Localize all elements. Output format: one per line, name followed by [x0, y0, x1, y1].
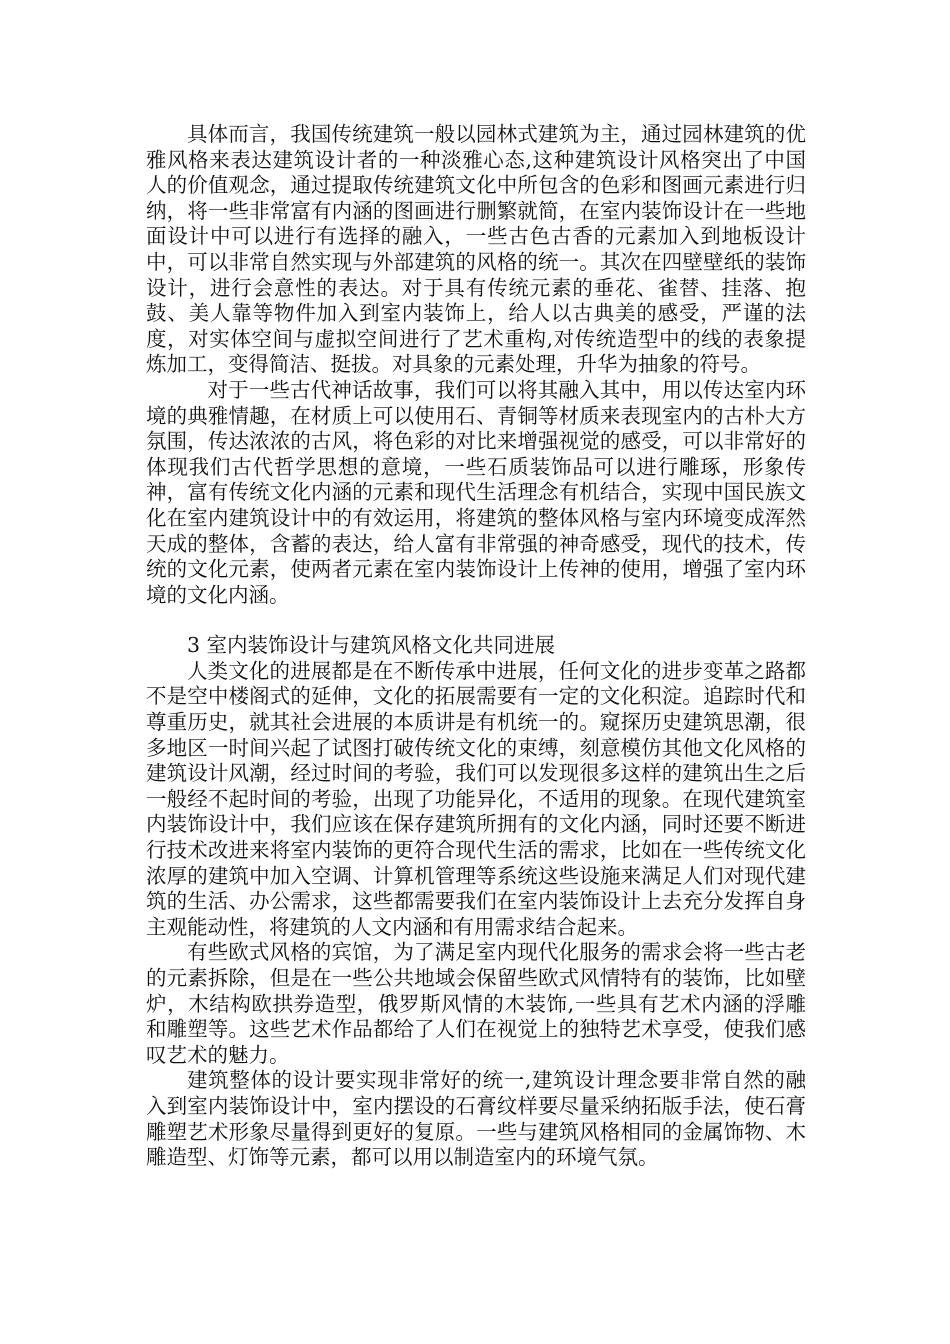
paragraph-european-hotels: 有些欧式风格的宾馆，为了满足室内现代化服务的需求会将一些古老的元素拆除，但是在一些公共地域会保留些欧式风情特有的装饰，比如壁炉，木结构欧拱券造型，俄罗斯风情的木装饰,一些具有艺术内涵的浮雕和雕塑等。这些艺术作品都给了人们在视觉上的独特艺术享受，使我们感叹艺术的魅力。 — [146, 940, 806, 1067]
section-heading-3: 3 室内装饰设计与建筑风格文化共同进展 — [187, 633, 556, 658]
paragraph-mythology-materials: 对于一些古代神话故事，我们可以将其融入其中，用以传达室内环境的典雅情趣，在材质上可以使用石、青铜等材质来表现室内的古朴大方氛围，传达浓浓的古风，将色彩的对比来增强视觉的感受，可以非常好的体现我们古代哲学思想的意境，一些石质装饰品可以进行雕琢，形象传神，富有传统文化内涵的元素和现代生活理念有机结合，实现中国民族文化在室内建筑设计中的有效运用，将建筑的整体风格与室内环境变成浑然天成的整体，含蓄的表达，给人富有非常强的神奇感受，现代的技术，传统的文化元素，使两者元素在室内装饰设计上传神的使用，增强了室内环境的文化内涵。 — [146, 377, 806, 607]
document-page — [146, 122, 806, 1171]
paragraph-cultural-progress: 人类文化的进展都是在不断传承中进展，任何文化的进步变革之路都不是空中楼阁式的延伸，文化的拓展需要有一定的文化积淀。追踪时代和尊重历史，就其社会进展的本质讲是有机统一的。窥探历史建筑思潮，很多地区一时间兴起了试图打破传统文化的束缚，刻意模仿其他文化风格的建筑设计风潮，经过时间的考验，我们可以发现很多这样的建筑出生之后一般经不起时间的考验，出现了功能异化，不适用的现象。在现代建筑室内装饰设计中，我们应该在保存建筑所拥有的文化内涵，同时还要不断进行技术改进来将室内装饰的更符合现代生活的需求，比如在一些传统文化浓厚的建筑中加入空调、计算机管理等系统这些设施来满足人们对现代建筑的生活、办公需求，这些都需要我们在室内装饰设计上去充分发挥自身主观能动性，将建筑的人文内涵和有用需求结合起来。 — [146, 658, 806, 939]
paragraph-overall-design: 建筑整体的设计要实现非常好的统一,建筑设计理念要非常自然的融入到室内装饰设计中，室内摆设的石膏纹样要尽量采纳拓版手法，使石膏雕塑艺术形象尽量得到更好的复原。一些与建筑风格相同的金属饰物、木雕造型、灯饰等元素，都可以用以制造室内的环境气氛。 — [146, 1068, 806, 1170]
paragraph-traditional-elements: 具体而言，我国传统建筑一般以园林式建筑为主，通过园林建筑的优雅风格来表达建筑设计者的一种淡雅心态,这种建筑设计风格突出了中国人的价值观念，通过提取传统建筑文化中所包含的色彩和图画元素进行归纳，将一些非常富有内涵的图画进行删繁就简，在室内装饰设计在一些地面设计中可以进行有选择的融入，一些古色古香的元素加入到地板设计中，可以非常自然实现与外部建筑的风格的统一。其次在四壁壁纸的装饰设计，进行会意性的表达。对于具有传统元素的垂花、雀替、挂落、抱鼓、美人靠等物件加入到室内装饰上，给人以古典美的感受，严谨的法度，对实体空间与虚拟空间进行了艺术重构,对传统造型中的线的表象提炼加工，变得简洁、挺拔。对具象的元素处理，升华为抽象的符号。 — [146, 122, 806, 377]
